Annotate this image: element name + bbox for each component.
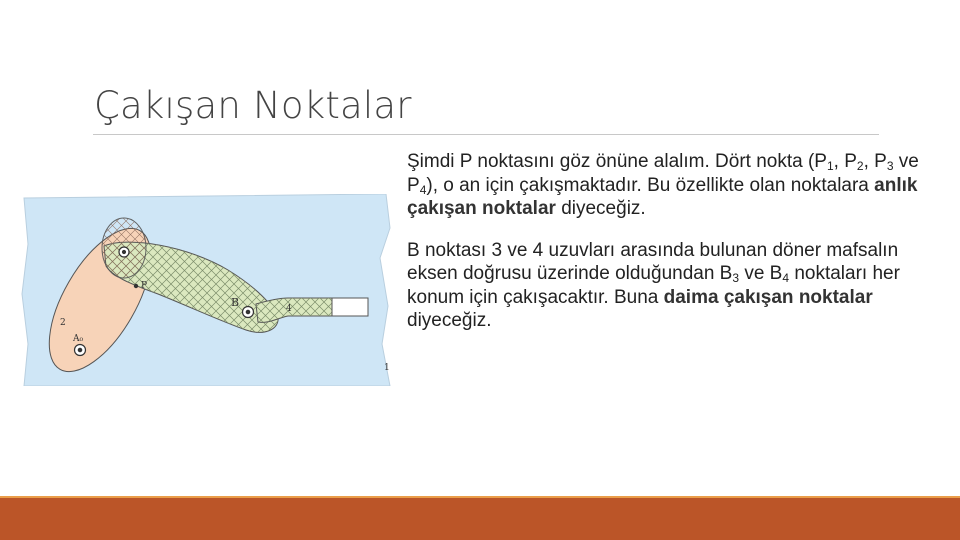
slide-body — [407, 150, 947, 351]
label-link2: 2 — [60, 318, 66, 328]
title-divider — [93, 134, 879, 135]
slide-title: Çakışan Noktalar — [94, 84, 412, 127]
label-b: B — [231, 296, 240, 309]
mechanism-figure — [18, 194, 394, 386]
slider-block — [332, 298, 368, 316]
label-a0: A₀ — [73, 334, 84, 344]
term-instant-coincident: anlık çakışan noktalar — [407, 174, 918, 219]
label-link4: 4 — [286, 304, 292, 314]
label-p: P — [141, 281, 148, 291]
label-link1: 1 — [384, 363, 390, 373]
paragraph-permanent-centers: B noktası 3 ve 4 uzuvları arasında bulunan döner mafsalın eksen doğrusu üzerinde olduğundan $B_3$ ve $B_4$ noktaları her konum için çakışacaktır. Buna daima çakışan noktalar diyeceğiz. — [407, 239, 900, 331]
point-p-dot — [134, 284, 138, 288]
joint-a0 — [75, 345, 86, 356]
paragraph-instant-centers: Şimdi P noktasını göz önüne alalım. Dört nokta ($P_1$, $P_2$, $P_3$ ve $P_4$), o an için çakışmaktadır. Bu özellikte olan noktalara anlık çakışan noktalar diyeceğiz. — [407, 151, 919, 219]
joint-top — [119, 247, 129, 257]
footer-bar — [0, 498, 960, 540]
joint-b — [243, 307, 254, 318]
term-permanent-coincident: daima çakışan noktalar — [663, 286, 873, 308]
